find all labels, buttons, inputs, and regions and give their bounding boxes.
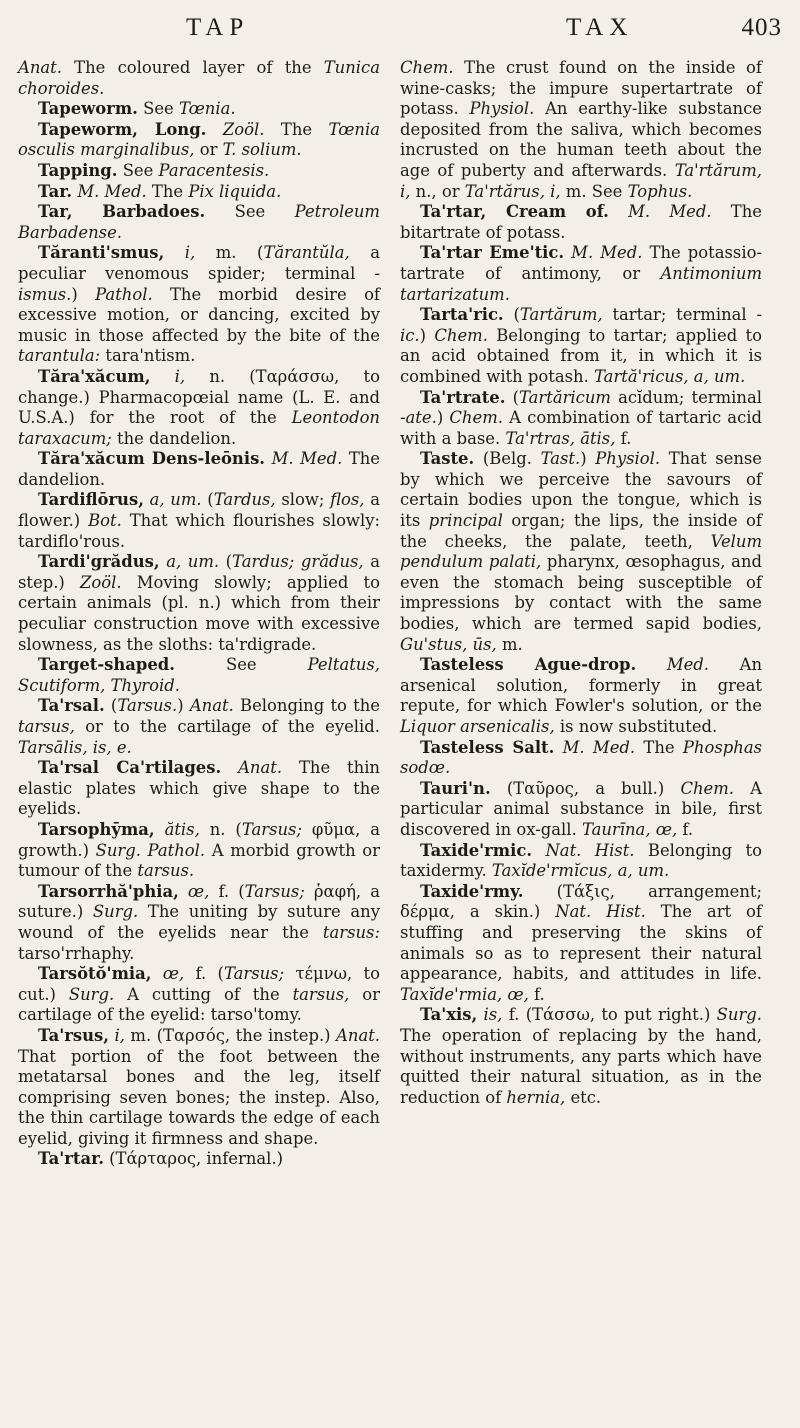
dictionary-entry: [18, 758, 380, 820]
italic-text: is,: [483, 1005, 503, 1025]
dictionary-entry: [400, 388, 762, 450]
definition-text: Belonging to the: [233, 696, 381, 716]
entry-headword: Tauri'n.: [420, 778, 491, 798]
italic-text: Anat.: [238, 758, 283, 778]
italic-text: Chem.: [400, 58, 454, 77]
italic-text: -ismus.: [18, 263, 380, 304]
entry-headword: Target-shaped.: [38, 655, 175, 675]
italic-text: Med.: [666, 655, 709, 675]
italic-text: Zoöl.: [79, 572, 122, 592]
italic-text: Surg.: [68, 984, 115, 1004]
definition-text: φῦμα, a growth.): [18, 819, 380, 860]
italic-text: Tarsus;: [241, 819, 302, 839]
definition-text: The bitartrate of potass.: [400, 202, 762, 242]
italic-text: Tarsus;: [244, 881, 305, 901]
entry-headword: Ta'rsal Ca'rtilages.: [38, 758, 222, 778]
definition-text: slow;: [275, 490, 331, 510]
dictionary-entry: [18, 1026, 380, 1150]
definition-text: [532, 841, 545, 860]
definition-text: Belonging to taxidermy.: [400, 840, 762, 881]
definition-text: The operation of replacing by the hand, without instruments, any parts which have quitted their natural situation, as in the reduction of: [400, 1025, 762, 1107]
italic-text: Anat.: [189, 696, 234, 716]
italic-text: Anat.: [18, 58, 62, 77]
entry-headword: Tapeworm.: [38, 99, 138, 119]
entry-headword: Ta'rtar.: [38, 1149, 104, 1169]
dictionary-entry: [18, 161, 380, 182]
italic-text: M. Med.: [271, 449, 343, 469]
definition-text: The: [635, 737, 683, 757]
italic-text: Pix liquida.: [188, 181, 282, 201]
definition-text: m.: [496, 634, 523, 654]
italic-text: Surg.: [716, 1005, 762, 1025]
dictionary-entry: [18, 120, 380, 161]
entry-headword: Taste.: [420, 449, 475, 469]
entry-headword: Tasteless Salt.: [420, 737, 555, 757]
italic-text: Tarsus.: [117, 696, 178, 716]
dictionary-entry: [18, 243, 380, 367]
italic-text: Pathol.: [95, 284, 153, 304]
entry-headword: Tăra'xăcum,: [38, 366, 151, 386]
entry-headword: Tapeworm, Long.: [38, 119, 207, 139]
definition-text: That which flourishes slowly: tardiflo'rous.: [18, 511, 380, 551]
definition-text: pharynx, œsophagus, and even the stomach being susceptible of impressions by contact with the same bodies, which are termed sapid bodies,: [400, 552, 763, 634]
italic-text: hernia,: [506, 1087, 566, 1107]
definition-text: Moving slowly; applied to certain animals (pl. n.) which from their peculiar construction move with excessive slowness, as the sloths: ta'rdigrade.: [18, 572, 380, 654]
italic-text: Antimonium tartarizatum.: [400, 263, 762, 304]
definition-text: n. (Ταράσσω, to change.) Pharmacopœial name (L. E. and U.S.A.) for the root of the: [18, 366, 381, 428]
definition-text: The: [264, 119, 329, 139]
definition-text: That portion of the foot between the metatarsal bones and the leg, itself comprising seven bones; the instep. Also, the thin cartilage towards the edge of each eyelid, giving it firmness and shape.: [18, 1046, 380, 1148]
definition-text: f.: [528, 984, 545, 1004]
italic-text: Leontodon taraxacum;: [18, 408, 380, 448]
dictionary-entry: [18, 882, 380, 964]
italic-text: Nat. Hist.: [555, 902, 646, 922]
definition-text: An earthy-like substance deposited from the saliva, which becomes incrusted on the human teeth about the age of puberty and afterwards.: [400, 99, 762, 180]
definition-text: (: [104, 696, 118, 716]
definition-text: A particular animal substance in bile, first discovered in ox-gall.: [400, 778, 762, 839]
dictionary-entry: [400, 882, 762, 1006]
definition-text: a peculiar venomous spider; terminal: [18, 243, 380, 283]
definition-text: [151, 964, 162, 983]
italic-text: Tœnia osculis marginalibus,: [18, 119, 380, 160]
dictionary-entry: [400, 841, 762, 882]
dictionary-entry: [18, 367, 380, 449]
italic-text: Tartă'ricus, a, um.: [594, 366, 746, 386]
definition-text: f.: [677, 819, 694, 839]
italic-text: M. Med.: [628, 202, 712, 222]
entry-headword: Ta'rtrate.: [420, 387, 506, 407]
definition-text: (Belg.: [474, 449, 541, 469]
italic-text: Chem.: [434, 325, 488, 345]
italic-text: M. Med.: [562, 737, 636, 757]
italic-text: tarsus,: [18, 717, 75, 736]
italic-text: Paracentesis.: [158, 160, 270, 180]
italic-text: tarantula:: [18, 346, 101, 366]
dictionary-entry: [400, 779, 762, 841]
italic-text: Anat.: [336, 1025, 381, 1045]
entry-headword: Ta'rsal.: [38, 696, 105, 716]
definition-text: or to the cartilage of the eyelid.: [74, 717, 380, 736]
dictionary-entry: [400, 202, 762, 243]
definition-text: (Τάρταρος, infernal.): [103, 1149, 283, 1169]
definition-text: (: [201, 490, 214, 510]
entry-headword: Tarsŏtŏ'mia,: [38, 964, 152, 984]
entry-headword: Tardiflōrus,: [38, 490, 144, 510]
italic-text: Taurīna, œ,: [581, 819, 678, 839]
definition-text: ): [580, 449, 596, 469]
italic-text: Nat. Hist.: [545, 840, 635, 860]
italic-text: Tunica choroides.: [18, 58, 380, 98]
italic-text: a, um.: [166, 552, 220, 572]
page-number: 403: [741, 14, 782, 41]
definition-text: The uniting by suture any wound of the eyelids near the: [18, 902, 380, 942]
italic-text: Tast.: [540, 449, 581, 469]
italic-text: i,: [184, 243, 196, 263]
definition-text: The morbid desire of excessive motion, or dancing, excited by music in those affected by the bite of the: [18, 284, 380, 345]
right-column: [400, 58, 762, 1108]
italic-text: Petroleum Barbadense.: [18, 202, 380, 242]
definition-text: [206, 120, 222, 139]
entry-headword: Tăranti'smus,: [38, 243, 165, 263]
definition-text: m. (: [195, 243, 264, 263]
italic-text: principal: [428, 511, 503, 531]
entry-headword: Tarsophȳma,: [38, 819, 155, 839]
definition-text: See: [137, 99, 179, 119]
definition-text: See: [205, 202, 295, 222]
italic-text: Tarsus;: [223, 964, 285, 984]
definition-text: See: [117, 160, 159, 180]
definition-text: [179, 882, 188, 901]
dictionary-entry: [18, 696, 380, 758]
dictionary-entry: [400, 738, 762, 779]
entry-headword: Tardi'grădus,: [38, 552, 160, 572]
definition-text: The: [146, 181, 189, 201]
italic-text: Taxĭde'rmĭcus, a, um.: [491, 861, 670, 881]
definition-text: [221, 758, 238, 777]
definition-text: acĭdum; terminal: [610, 387, 762, 407]
italic-text: œ,: [187, 881, 210, 901]
italic-text: Tarsālis, is, e.: [18, 737, 132, 757]
italic-text: i,: [114, 1025, 125, 1045]
dictionary-entry: [400, 449, 762, 655]
italic-text: Velum pendulum palati,: [400, 531, 762, 572]
definition-text: The dandelion.: [18, 449, 381, 489]
definition-text: [636, 655, 667, 674]
definition-text: An arsenical solution, formerly in great repute, for which Fowler's solution, or the: [400, 655, 762, 716]
definition-text: etc.: [565, 1087, 602, 1107]
dictionary-entry: [18, 449, 380, 490]
definition-text: n., or: [410, 181, 465, 201]
definition-text: ): [71, 284, 96, 304]
definition-text: ): [436, 408, 450, 428]
definition-text: is now substituted.: [554, 717, 718, 736]
italic-text: tarsus,: [292, 984, 350, 1004]
dictionary-entry: [400, 58, 762, 202]
italic-text: Chem.: [449, 408, 503, 428]
italic-text: tarsus.: [137, 861, 195, 881]
italic-text: -ic.: [400, 305, 762, 345]
left-column: [18, 58, 380, 1170]
definition-text: organ; the lips, the inside of the cheeks, the palate, teeth,: [400, 511, 762, 551]
dictionary-entry: [400, 655, 762, 737]
definition-text: tartar; terminal: [602, 305, 757, 325]
italic-text: M. Med.: [571, 243, 643, 263]
dictionary-entry: [18, 182, 380, 203]
italic-text: Tardus; grădus,: [232, 552, 364, 572]
entry-headword: Tarsorrhă'phia,: [38, 881, 179, 901]
entry-headword: Tăra'xăcum Dens-leōnis.: [38, 449, 266, 469]
definition-text: tara'ntism.: [100, 346, 196, 366]
definition-text: [164, 243, 185, 262]
entry-headword: Ta'rtar Eme'tic.: [420, 243, 565, 263]
entry-headword: Ta'rtar, Cream of.: [420, 202, 609, 222]
entry-headword: Tasteless Ague-drop.: [420, 655, 637, 675]
dictionary-entry: [18, 820, 380, 882]
definition-text: The crust found on the inside of wine-casks; the impure supertartrate of potass.: [400, 58, 762, 119]
definition-text: [150, 367, 174, 386]
entry-headword: Tar.: [38, 181, 73, 201]
definition-text: f. (: [184, 964, 224, 984]
dictionary-entry: [18, 655, 380, 696]
entry-headword: Ta'rsus,: [38, 1025, 109, 1045]
italic-text: œ,: [162, 964, 185, 984]
dictionary-entry: [400, 305, 762, 387]
italic-text: Surg.: [92, 902, 139, 922]
definition-text: f. (: [209, 881, 245, 901]
definition-text: f. (Τάσσω, to put right.): [502, 1005, 717, 1025]
definition-text: a flower.): [18, 490, 380, 531]
definition-text: τέμνω, to cut.): [18, 964, 380, 1004]
definition-text: [609, 202, 628, 221]
dictionary-entry: [400, 1005, 762, 1108]
header-left-guideword: TAP: [186, 14, 250, 41]
definition-text: m. See: [560, 181, 628, 201]
definition-text: ): [419, 325, 435, 345]
italic-text: Ta'rtras, ātis,: [505, 428, 616, 448]
definition-text: That sense by which we perceive the savours of certain bodies upon the tongue, which is its: [400, 449, 762, 531]
italic-text: Tophus.: [627, 181, 693, 201]
definition-text: n. (: [199, 819, 242, 839]
italic-text: tarsus:: [322, 922, 380, 942]
italic-text: Ta'rtărum, i,: [400, 160, 762, 201]
dictionary-entry: [18, 202, 380, 243]
definition-text: (: [219, 552, 233, 572]
italic-text: Physiol.: [595, 449, 661, 469]
definition-text: or cartilage of the eyelid: tarso'tomy.: [18, 984, 380, 1025]
definition-text: (Ταῦρος, a bull.): [490, 778, 681, 798]
definition-text: ῥαφή, a suture.): [18, 881, 380, 922]
definition-text: tarso'rrhaphy.: [18, 943, 135, 963]
definition-text: Belonging to tartar; applied to an acid obtained from it, in which it is combined with potash.: [400, 325, 763, 386]
definition-text: A morbid growth or tumour of the: [18, 840, 380, 881]
definition-text: [155, 820, 165, 839]
italic-text: M. Med.: [77, 181, 147, 201]
definition-text: or: [194, 140, 223, 160]
definition-text: The art of stuffing and preserving the skins of animals so as to represent their natural appearance, habits, and attitudes in life.: [400, 902, 762, 984]
definition-text: f.: [615, 428, 632, 448]
definition-text: A cutting of the: [114, 984, 293, 1004]
definition-text: a step.): [18, 552, 380, 592]
italic-text: Chem.: [680, 778, 734, 798]
italic-text: Tardus,: [213, 490, 276, 510]
italic-text: ătis,: [164, 819, 200, 839]
definition-text: m. (Ταρσός, the instep.): [124, 1025, 337, 1045]
definition-text: the dandelion.: [111, 428, 237, 448]
definition-text: ): [177, 696, 190, 716]
entry-headword: Tapping.: [38, 160, 118, 180]
italic-text: Peltatus, Scutiform, Thyroid.: [18, 655, 380, 695]
definition-text: See: [174, 655, 308, 675]
header-right-guideword: TAX: [566, 14, 634, 41]
italic-text: Bot.: [88, 511, 122, 531]
definition-text: (: [503, 305, 520, 325]
definition-text: (: [505, 387, 519, 407]
dictionary-entry: [18, 964, 380, 1026]
dictionary-entry: [400, 243, 762, 305]
definition-text: (Τάξις, arrangement; δέρμα, a skin.): [400, 881, 762, 922]
italic-text: Gu'stus, ūs,: [400, 634, 497, 654]
definition-text: [554, 738, 562, 757]
entry-headword: Taxide'rmic.: [420, 840, 533, 860]
definition-text: The thin elastic plates which give shape to the eyelids.: [18, 758, 380, 819]
dictionary-entry: [18, 99, 380, 120]
definition-text: The potassio-tartrate of antimony, or: [400, 243, 762, 283]
definition-text: A combination of tartaric acid with a base.: [400, 408, 762, 448]
entry-headword: Ta'xis,: [420, 1005, 478, 1025]
italic-text: T. solium.: [222, 140, 302, 160]
italic-text: Taxĭde'rmia, œ,: [400, 984, 529, 1004]
italic-text: -ate.: [400, 408, 437, 428]
dictionary-entry: [18, 58, 380, 99]
italic-text: Physiol.: [469, 99, 535, 119]
italic-text: Tartărum,: [519, 305, 603, 325]
italic-text: Phosphas sodœ.: [400, 737, 763, 778]
italic-text: Zoöl.: [222, 119, 265, 139]
entry-headword: Tar, Barbadoes.: [38, 202, 206, 222]
italic-text: Tărantŭla,: [263, 243, 350, 263]
italic-text: i,: [174, 366, 186, 386]
dictionary-entry: [18, 490, 380, 552]
italic-text: Surg. Pathol.: [95, 840, 206, 860]
running-header: [18, 14, 782, 54]
entry-headword: Taxide'rmy.: [420, 881, 524, 901]
dictionary-entry: [18, 552, 380, 655]
italic-text: Liquor arsenicalis,: [400, 717, 555, 736]
dictionary-entry: [18, 1149, 380, 1170]
italic-text: Tartăricum: [518, 387, 611, 407]
italic-text: Tœnia.: [178, 99, 236, 119]
italic-text: flos,: [330, 490, 365, 510]
entry-headword: Tarta'ric.: [420, 305, 504, 325]
italic-text: Ta'rtărus, i,: [464, 181, 561, 201]
italic-text: a, um.: [149, 490, 202, 510]
definition-text: The coloured layer of the: [61, 58, 324, 77]
